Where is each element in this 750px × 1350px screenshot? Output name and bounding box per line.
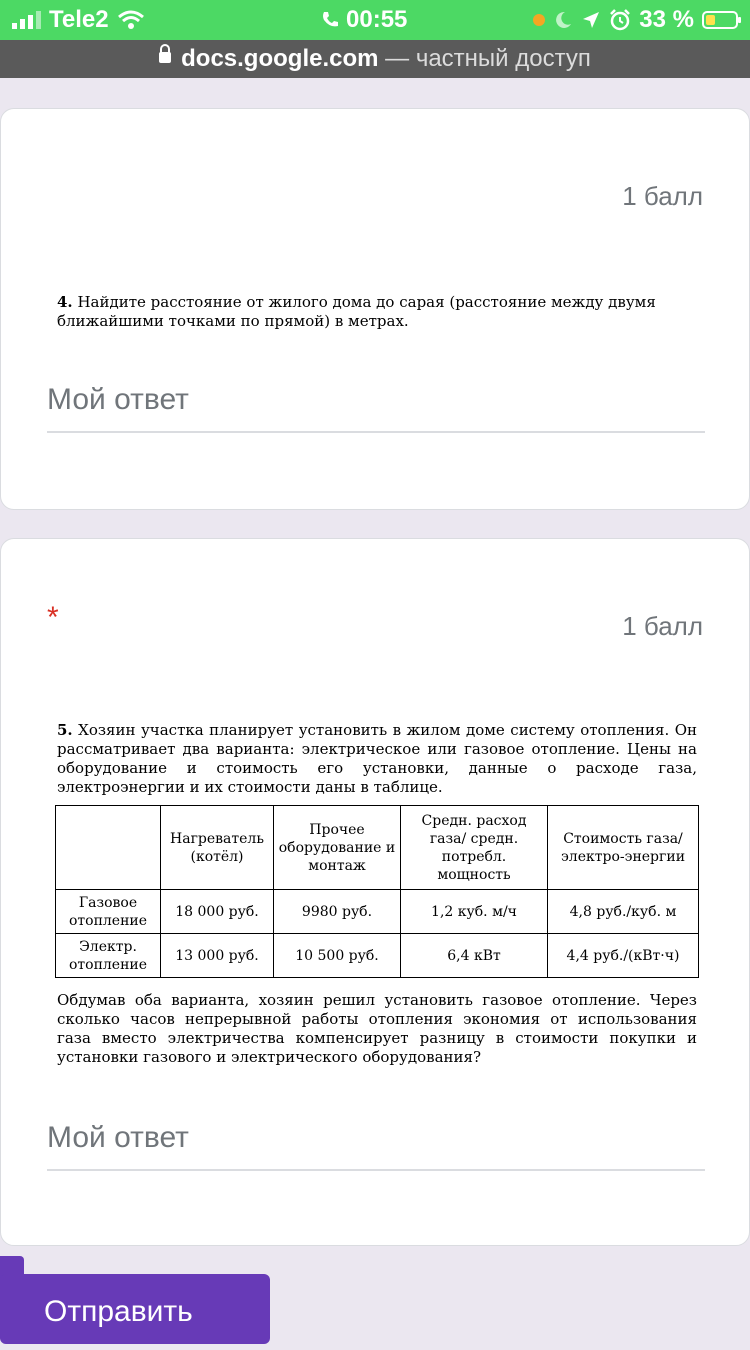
table-header-row — [56, 806, 699, 890]
question-body: Найдите расстояние от жилого дома до сарая (расстояние между двумя ближайшими точками по прямой) в метрах. — [57, 293, 656, 330]
location-arrow-icon — [581, 10, 601, 30]
table-cell: 4,4 руб./(кВт·ч) — [548, 934, 699, 978]
table-header-cell — [56, 806, 161, 890]
question-points: 1 балл — [622, 181, 703, 211]
recording-dot-icon — [533, 14, 545, 26]
answer-input[interactable]: Мой ответ — [47, 1121, 705, 1171]
table-cell: 4,8 руб./куб. м — [548, 890, 699, 934]
table-row — [56, 934, 699, 978]
required-asterisk: * — [47, 601, 59, 634]
table-header-cell: Нагреватель (котёл) — [161, 806, 274, 890]
table-header-cell: Прочее оборудование и монтаж — [274, 806, 401, 890]
table-cell: 13 000 руб. — [161, 934, 274, 978]
moon-icon — [553, 10, 573, 30]
clock-time: 00:55 — [346, 6, 408, 33]
table-cell: 6,4 кВт — [401, 934, 548, 978]
heating-table — [55, 805, 699, 978]
table-cell: Электр. отопление — [56, 934, 161, 978]
battery-percent: 33 % — [639, 6, 694, 33]
signal-icon — [12, 11, 41, 29]
question-body: Хозяин участка планирует установить в жилом доме систему отопления. Он рассматривает два варианта: электрическое или газовое отопление. Цены на оборудование и стоимость его установки, данные о расходе газа, электроэнергии и их стоимости даны в таблице. — [57, 721, 697, 796]
phone-icon — [320, 10, 340, 30]
table-cell: 10 500 руб. — [274, 934, 401, 978]
answer-input[interactable]: Мой ответ — [47, 383, 705, 433]
question-followup: Обдумав оба варианта, хозяин решил установить газовое отопление. Через сколько часов непрерывной работы отопления экономия от использования газа вместо электричества компенсирует разницу в стоимости покупки и установки газового и электрического оборудования? — [57, 991, 697, 1066]
wifi-icon — [117, 10, 145, 30]
submit-button[interactable]: Отправить — [0, 1274, 270, 1344]
lock-icon — [159, 52, 171, 63]
battery-icon — [702, 11, 738, 29]
question-points: 1 балл — [622, 611, 703, 641]
table-cell: 1,2 куб. м/ч — [401, 890, 548, 934]
url-domain: docs.google.com — [181, 45, 379, 72]
question-number: 5. — [57, 721, 73, 739]
url-bar[interactable] — [0, 40, 750, 78]
question-card-5 — [0, 538, 750, 1246]
table-header-cell: Стоимость газа/электро-энергии — [548, 806, 699, 890]
question-text — [57, 293, 697, 331]
table-cell: 18 000 руб. — [161, 890, 274, 934]
url-privacy: — частный доступ — [385, 45, 591, 72]
carrier-name: Tele2 — [49, 6, 109, 33]
question-number: 4. — [57, 293, 73, 311]
question-card-4 — [0, 108, 750, 510]
table-header-cell: Средн. расход газа/ средн. потребл. мощность — [401, 806, 548, 890]
status-bar — [0, 0, 750, 40]
alarm-icon — [609, 9, 631, 31]
question-intro — [57, 721, 697, 797]
table-row — [56, 890, 699, 934]
table-cell: Газовое отопление — [56, 890, 161, 934]
table-cell: 9980 руб. — [274, 890, 401, 934]
